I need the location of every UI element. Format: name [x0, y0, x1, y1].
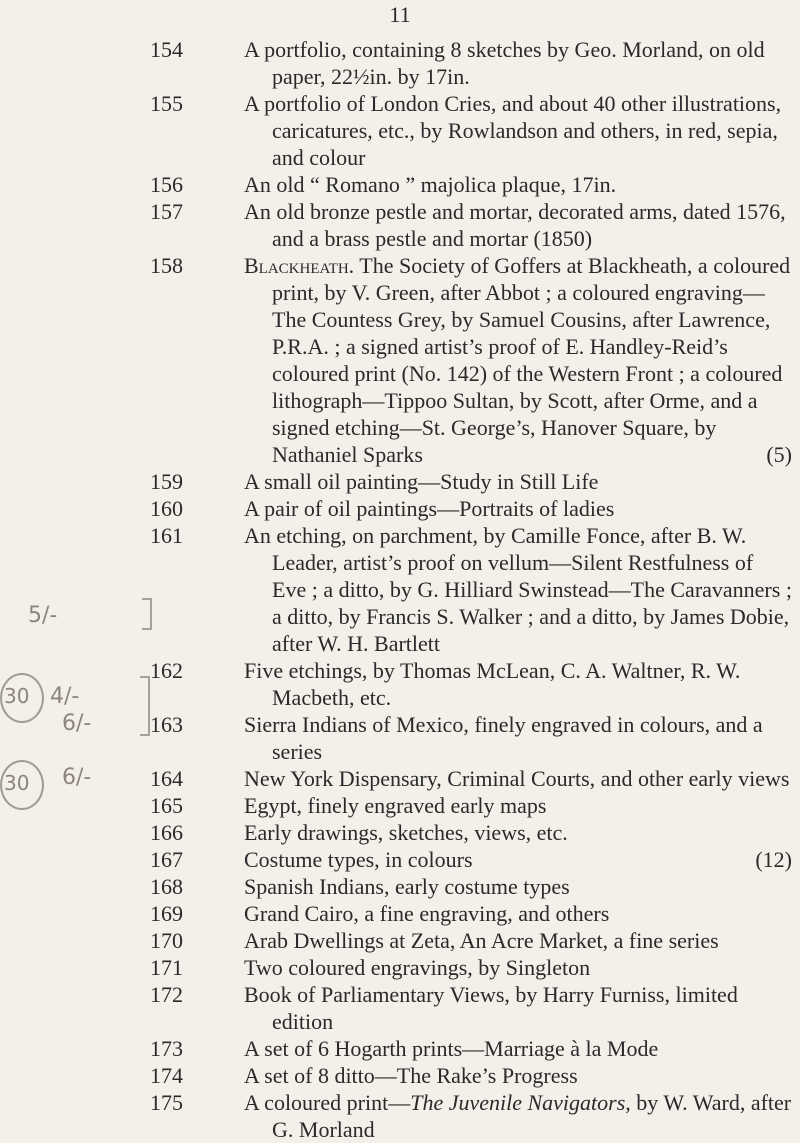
lot-165	[0, 792, 800, 819]
lot-169	[0, 900, 800, 927]
lot-168	[0, 873, 800, 900]
lot-description	[244, 846, 792, 873]
lot-number: 156	[150, 172, 183, 197]
lot-155	[0, 90, 800, 171]
lot-description: Early drawings, sketches, views, etc.	[244, 820, 568, 845]
lot-170	[0, 927, 800, 954]
lot-number: 170	[150, 928, 183, 953]
lot-number: 172	[150, 982, 183, 1007]
lot-body: A coloured print—	[244, 1090, 411, 1115]
lot-174	[0, 1062, 800, 1089]
lot-171	[0, 954, 800, 981]
lot-description	[244, 252, 792, 468]
margin-bracket-163	[142, 598, 152, 630]
lot-description: Egypt, finely engraved early maps	[244, 793, 547, 818]
lot-quantity: (5)	[766, 442, 792, 467]
lot-description: Spanish Indians, early costume types	[244, 874, 570, 899]
lot-160	[0, 495, 800, 522]
lot-number: 164	[150, 766, 183, 791]
lot-description: An old bronze pestle and mortar, decorated arms, dated 1576, and a brass pestle and mortar (1850)	[244, 199, 786, 251]
lot-number: 158	[150, 253, 183, 278]
lot-description: A set of 8 ditto—The Rake’s Progress	[244, 1063, 578, 1088]
lot-164	[0, 765, 800, 792]
lot-list	[0, 36, 800, 1143]
margin-note-166: 30	[4, 684, 30, 708]
lot-number: 175	[150, 1090, 183, 1115]
margin-note-167: 4/-	[50, 684, 80, 709]
lot-number: 160	[150, 496, 183, 521]
lot-161	[0, 522, 800, 657]
lot-number: 168	[150, 874, 183, 899]
lot-description: Two coloured engravings, by Singleton	[244, 955, 591, 980]
lot-description: Book of Parliamentary Views, by Harry Furniss, limited edition	[244, 982, 738, 1034]
lot-description: Grand Cairo, a fine engraving, and others	[244, 901, 610, 926]
lot-number: 166	[150, 820, 183, 845]
lot-description: Arab Dwellings at Zeta, An Acre Market, a fine series	[244, 928, 719, 953]
lot-number: 162	[150, 658, 183, 683]
lot-number: 155	[150, 91, 183, 116]
lot-number: 165	[150, 793, 183, 818]
lot-description	[244, 1089, 792, 1143]
lot-description: An old “ Romano ” majolica plaque, 17in.	[244, 172, 617, 197]
margin-note-168: 6/-	[62, 711, 92, 736]
lot-159	[0, 468, 800, 495]
lot-number: 174	[150, 1063, 183, 1088]
lot-body-end: by W. Ward, after G. Morland	[272, 1090, 792, 1142]
lot-157	[0, 198, 800, 252]
margin-note-170b: 6/-	[62, 765, 92, 790]
margin-bracket-166-168	[140, 676, 150, 736]
lot-description: A portfolio of London Cries, and about 40 other illustrations, caricatures, etc., by Rowlandson and others, in red, sepia, and colour	[244, 91, 782, 170]
lot-description: An etching, on parchment, by Camille Fonce, after B. W. Leader, artist’s proof on vellum—Silent Restfulness of Eve ; a ditto, by G. Hilliard Swinstead—The Caravanners ; a ditto, by Francis S. Walker ; and a ditto, by James Dobie, after W. H. Bartlett	[244, 523, 792, 656]
lot-167	[0, 846, 800, 873]
lot-number: 159	[150, 469, 183, 494]
lot-175	[0, 1089, 800, 1143]
margin-note-163: 5/-	[28, 603, 58, 628]
lot-description: A portfolio, containing 8 sketches by Geo. Morland, on old paper, 22½in. by 17in.	[244, 37, 765, 89]
lot-172	[0, 981, 800, 1035]
lot-body: Costume types, in colours	[244, 847, 473, 872]
lot-description: Sierra Indians of Mexico, finely engraved in colours, and a series	[244, 712, 763, 764]
lot-quantity: (12)	[755, 847, 792, 872]
lot-description: A small oil painting—Study in Still Life	[244, 469, 599, 494]
lot-number: 154	[150, 37, 183, 62]
margin-note-170: 30	[4, 771, 30, 795]
page-number: 11	[389, 2, 411, 27]
lot-156	[0, 171, 800, 198]
lot-description: Five etchings, by Thomas McLean, C. A. Waltner, R. W. Macbeth, etc.	[244, 658, 741, 710]
lot-158	[0, 252, 800, 468]
lot-number: 171	[150, 955, 183, 980]
lot-description: New York Dispensary, Criminal Courts, and other early views	[244, 766, 790, 791]
lot-154	[0, 36, 800, 90]
lot-number: 173	[150, 1036, 183, 1061]
lot-lead: Blackheath.	[244, 253, 355, 278]
lot-number: 163	[150, 712, 183, 737]
lot-number: 161	[150, 523, 183, 548]
lot-number: 157	[150, 199, 183, 224]
lot-body: The Society of Goffers at Blackheath, a coloured print, by V. Green, after Abbot ; a coloured engraving—The Countess Grey, by Samuel Cousins, after Lawrence, P.R.A. ; a signed artist’s proof of E. Handley-Reid’s coloured print (No. 142) of the Western Front ; a coloured lithograph—Tippoo Sultan, by Scott, after Orme, and a signed etching—St. George’s, Hanover Square, by Nathaniel Sparks	[272, 253, 791, 467]
lot-173	[0, 1035, 800, 1062]
lot-number: 167	[150, 847, 183, 872]
lot-description: A set of 6 Hogarth prints—Marriage à la Mode	[244, 1036, 659, 1061]
lot-162	[0, 657, 800, 711]
lot-description: A pair of oil paintings—Portraits of ladies	[244, 496, 615, 521]
lot-163	[0, 711, 800, 765]
lot-title: The Juvenile Navigators,	[410, 1090, 631, 1115]
lot-166	[0, 819, 800, 846]
lot-number: 169	[150, 901, 183, 926]
